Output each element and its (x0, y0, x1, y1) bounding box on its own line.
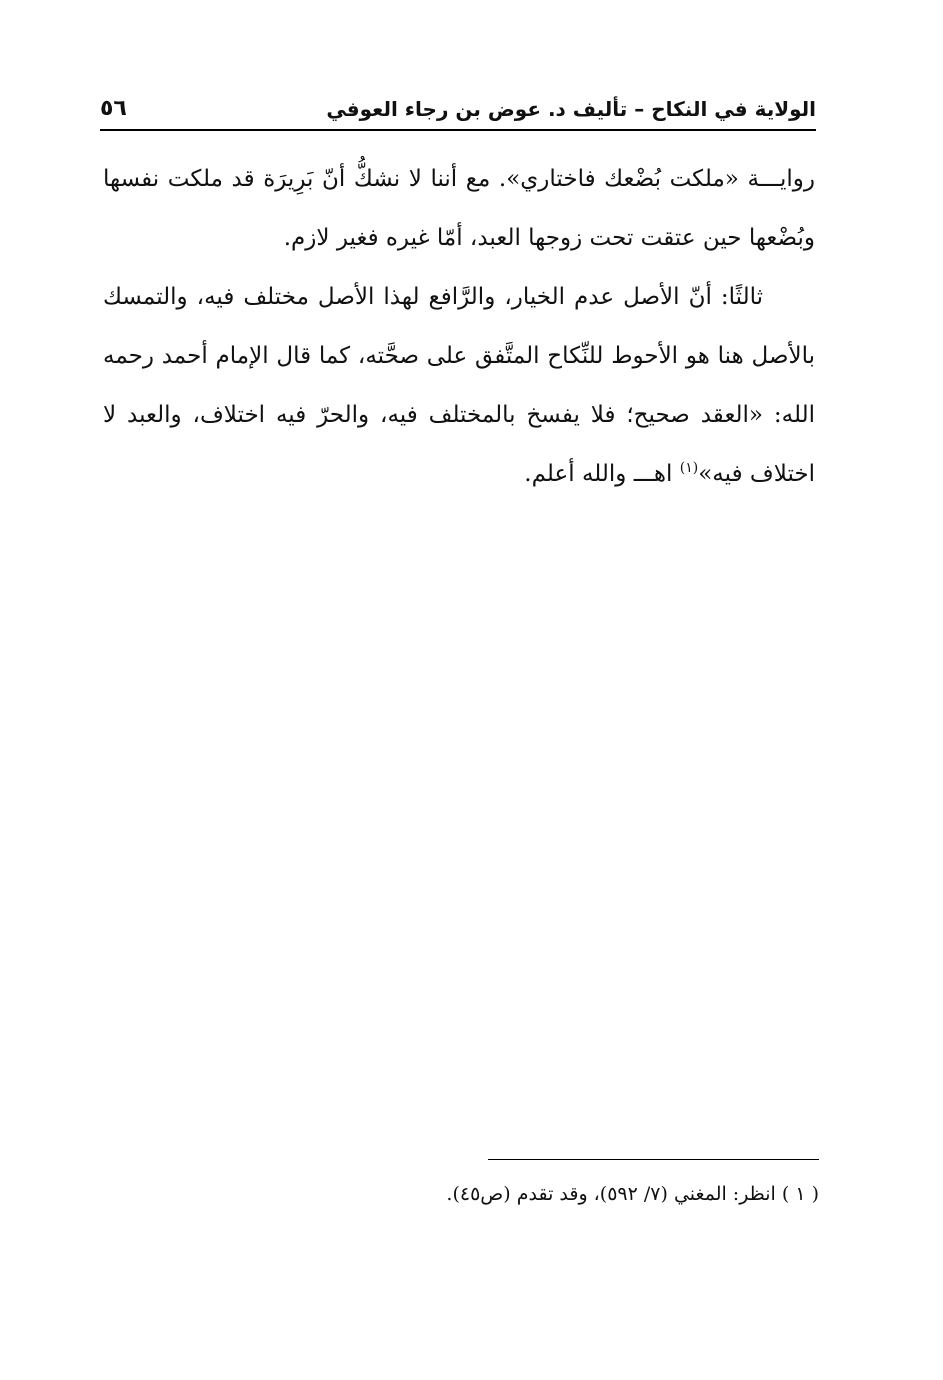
paragraph-text: روايـــة «ملكت بُضْعك فاختاري». مع أننا لا نشكُّ أنّ بَرِيرَة قد ملكت نفسها وبُضْعها حين عتقت تحت زوجها العبد، أمّا غيره فغير لازم. (103, 166, 815, 251)
book-title: الولاية في النكاح – تأليف د. عوض بن رجاء العوفي (326, 97, 816, 121)
paragraph (103, 268, 815, 504)
footnote-separator (488, 1159, 819, 1160)
paragraph-closing: اهـــ والله أعلم. (524, 461, 680, 487)
footnote: ( ١ ) انظر: المغني (٧/ ٥٩٢)، وقد تقدم (ص٤٥). (446, 1183, 819, 1205)
running-header (100, 92, 816, 130)
paragraph-text: ثالثًا: أنّ الأصل عدم الخيار، والرَّافع لهذا الأصل مختلف فيه، والتمسك بالأصل هنا هو الأحوط للنِّكاح المتَّفق على صحَّته، كما قال الإمام أحمد رحمه الله: «العقد صحيح؛ فلا يفسخ بالمختلف فيه، والحرّ فيه اختلاف، والعبد لا اختلاف فيه» (103, 284, 815, 487)
header-rule (100, 129, 816, 131)
footnote-reference: (١) (679, 460, 699, 476)
page-number: ٥٦ (100, 96, 127, 121)
paragraph (103, 150, 815, 268)
main-text (103, 150, 815, 504)
